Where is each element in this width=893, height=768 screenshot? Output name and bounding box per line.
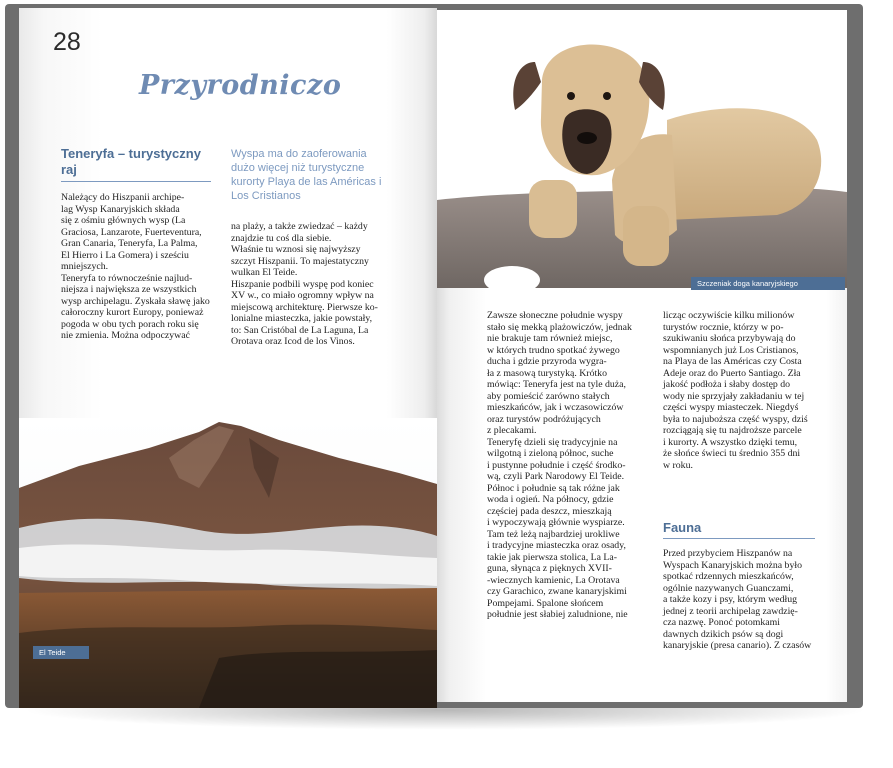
fauna-heading: Fauna — [663, 520, 815, 539]
body-column-2: na plaży, a także zwiedzać – każdy znajdzie tu coś dla siebie. Właśnie tu wznosi się najwyższy szczyt Hiszpanii. To majestatyczny wulkan El Teide. Hiszpanie podbili wyspę pod koniec XV w., co miało ogromny wpływ na miejscową architekturę. Pierwsze ko- lonialne miasteczka, jakie powstały, to: San Cristóbal de La Laguna, La Orotava oraz Icod de los Vinos. — [231, 221, 378, 347]
body-column-1: Należący do Hiszpanii archipe- lag Wysp Kanaryjskich składa się z ośmiu głównych wysp (La Graciosa, Lanzarote, Fuerteventura, Gran Canaria, Teneryfa, La Palma, El Hierro i La Gomera) i sześciu mniejszych. Teneryfa to równocześnie najlud- niejsza i największa ze wszystkich wysp archipelagu. Zyskała sławę jako całoroczny kurort Europy, ponieważ pogoda w obu tych porach roku się nie zmienia. Można odpoczywać — [61, 192, 210, 341]
right-page — [437, 10, 847, 702]
el-teide-photo — [19, 418, 437, 708]
article-heading: Teneryfa – turystyczny raj — [61, 146, 211, 182]
el-teide-caption: El Teide — [33, 646, 89, 659]
page-number: 28 — [53, 28, 81, 56]
body-column-4: licząc oczywiście kilku milionów turystów rocznie, którzy w po- szukiwaniu słońca przybywają do wspomnianych już Los Cristianos, na Playa de las Américas czy Costa Adeje oraz do Puerto Santiago. Zła jakość podłoża i słaby dostęp do wody nie sprzyjały zakładaniu w tej części wyspy miasteczek. Niegdyś była to najuboższa część wyspy, dziś rozciągają się tu najdroższe parcele i kurorty. A wszystko dzięki temu, że słońce świeci tu średnio 355 dni w roku. — [663, 310, 808, 471]
puppy-photo — [437, 10, 847, 288]
fauna-text: Przed przybyciem Hiszpanów na Wyspach Kanaryjskich można było spotkać rdzennych mieszkańców, ogólnie nazywanych Guanczami, a także kozy i psy, którym według jednej z teorii archipelag zawdzię- cza nazwę. Ponoć potomkami dawnych dzikich psów są dogi kanaryjskie (presa canario). Z czasów — [663, 548, 812, 651]
book — [5, 4, 863, 708]
puppy-caption: Szczeniak doga kanaryjskiego — [691, 277, 845, 290]
article-lead: Wyspa ma do zaoferowania dużo więcej niż turystyczne kurorty Playa de las Américas i Los Cristianos — [231, 148, 382, 202]
section-title: Przyrodniczo — [139, 70, 342, 101]
body-column-3: Zawsze słoneczne południe wyspy stało się mekką plażowiczów, jednak nie brakuje tam również miejsc, w których trudno spotkać żywego ducha i gdzie przyroda wygra- ła z masową turystyką. Krótko mówiąc: Teneryfa jest na tyle duża, aby pomieścić zarówno stałych mieszkańców, jak i wczasowiczów oraz turystów podróżujących z plecakami. Teneryfę dzieli się tradycyjnie na wilgotną i zieloną północ, suche i pustynne południe i część środko- wą, czyli Park Narodowy El Teide. Północ i południe są tak różne jak woda i ogień. Na północy, gdzie częściej pada deszcz, mieszkają i wypoczywają głównie wyspiarze. Tam też leżą najbardziej urokliwe i tradycyjne miasteczka oraz osady, takie jak pierwsza stolica, La La- guna, słynąca z pięknych XVII- -wiecznych kamienic, La Orotava czy Garachico, zwane kanaryjskimi Pompejami. Spalone słońcem południe jest słabiej zaludnione, nie — [487, 310, 632, 620]
left-page — [19, 8, 437, 708]
